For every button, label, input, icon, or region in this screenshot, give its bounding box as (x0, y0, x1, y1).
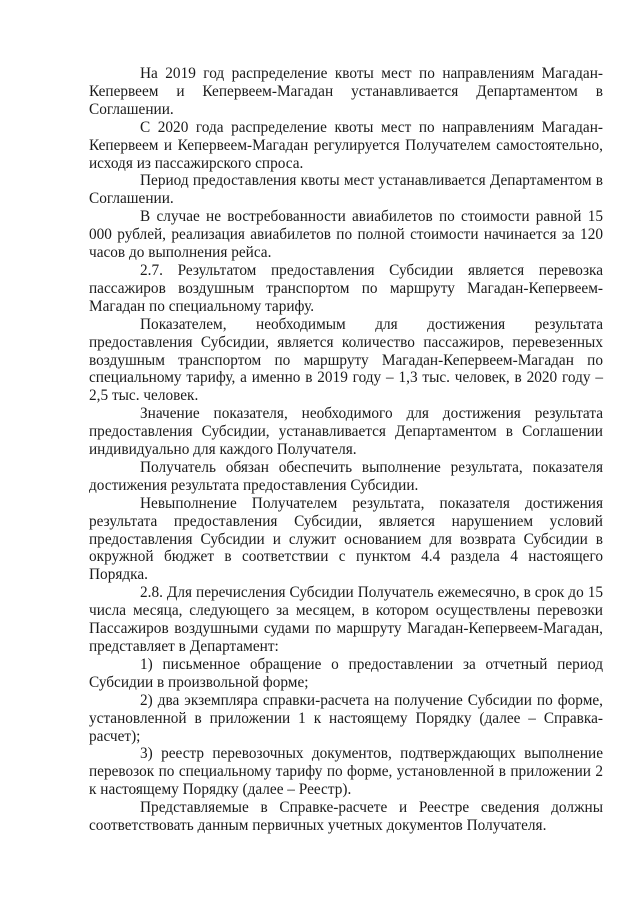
paragraph-section-2-8: 2.8. Для перечисления Субсидии Получатель ежемесячно, в срок до 15 числа месяца, следующего за месяцем, в котором осуществлены перевозки Пассажиров воздушными судами по маршруту Магадан-Кепервеем-Магадан, представляет в Департамент: (89, 584, 603, 655)
paragraph-recipient-obligation: Получатель обязан обеспечить выполнение результата, показателя достижения результата предоставления Субсидии. (89, 458, 603, 494)
paragraph-quota-2020: С 2020 года распределение квоты мест по направлениям Магадан-Кепервеем и Кепервеем-Магадан регулируется Получателем самостоятельно, исходя из пассажирского спроса. (89, 118, 603, 172)
document-body (89, 65, 603, 835)
paragraph-data-conformity: Представляемые в Справке-расчете и Реестре сведения должны соответствовать данным первичных учетных документов Получателя. (89, 799, 603, 835)
list-item-written-appeal: 1) письменное обращение о предоставлении за отчетный период Субсидии в произвольной форме; (89, 655, 603, 691)
list-item-calculation-certificate: 2) два экземпляра справки-расчета на получение Субсидии по форме, установленной в приложении 1 к настоящему Порядку (далее – Справка-расчет); (89, 691, 603, 745)
paragraph-indicator-value: Значение показателя, необходимого для достижения результата предоставления Субсидии, устанавливается Департаментом в Соглашении индивидуально для каждого Получателя. (89, 405, 603, 459)
list-item-register: 3) реестр перевозочных документов, подтверждающих выполнение перевозок по специальному тарифу по форме, установленной в приложении 2 к настоящему Порядку (далее – Реестр). (89, 745, 603, 799)
paragraph-quota-2019: На 2019 год распределение квоты мест по направлениям Магадан-Кепервеем и Кепервеем-Магадан устанавливается Департаментом в Соглашении. (89, 65, 603, 118)
paragraph-unclaimed-tickets: В случае не востребованности авиабилетов по стоимости равной 15 000 рублей, реализация авиабилетов по полной стоимости начинается за 120 часов до выполнения рейса. (89, 208, 603, 262)
paragraph-indicator: Показателем, необходимым для достижения результата предоставления Субсидии, является количество пассажиров, перевезенных воздушным транспортом по маршруту Магадан-Кепервеем-Магадан по специальному тарифу, а именно в 2019 году – 1,3 тыс. человек, в 2020 году – 2,5 тыс. человек. (89, 315, 603, 405)
paragraph-section-2-7: 2.7. Результатом предоставления Субсидии является перевозка пассажиров воздушным транспортом по маршруту Магадан-Кепервеем-Магадан по специальному тарифу. (89, 261, 603, 315)
paragraph-quota-period: Период предоставления квоты мест устанавливается Департаментом в Соглашении. (89, 172, 603, 208)
paragraph-non-fulfillment: Невыполнение Получателем результата, показателя достижения результата предоставления Субсидии, является нарушением условий предоставления Субсидии и служит основанием для возврата Субсидии в окружной бюджет в соответствии с пунктом 4.4 раздела 4 настоящего Порядка. (89, 494, 603, 584)
